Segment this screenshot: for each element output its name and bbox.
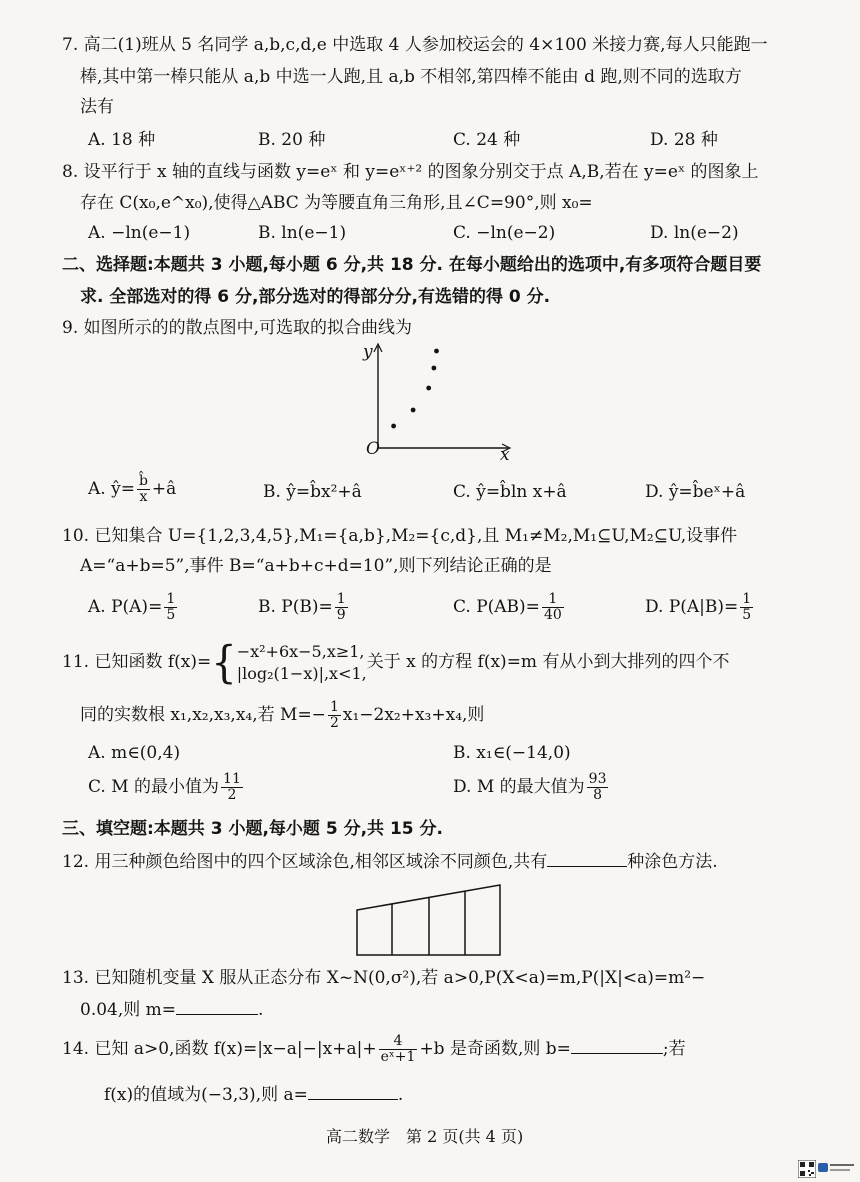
q9-option-a [88, 474, 176, 505]
page-footer: 高二数学 第 2 页(共 4 页) [326, 1127, 524, 1146]
q12-answer-blank[interactable] [547, 848, 627, 867]
q10-line2: A=“a+b=5”,事件 B=“a+b+c+d=10”,则下列结论正确的是 [80, 556, 552, 576]
q10-option-a-num: 1 [166, 591, 176, 607]
q10-option-b [258, 592, 350, 623]
qr-code-icon [798, 1160, 816, 1178]
q14-den: eˣ+1 [380, 1049, 416, 1065]
q13-line1: 13. 已知随机变量 X 服从正态分布 X~N(0,σ²),若 a>0,P(X<a)=m,P(|X|<a)=m²− [62, 968, 706, 988]
q11-option-c-den: 2 [227, 787, 237, 803]
q7-line1: 7. 高二(1)班从 5 名同学 a,b,c,d,e 中选取 4 人参加校运会的 4×100 米接力赛,每人只能跑一 [62, 35, 768, 55]
section2-heading-line1: 二、选择题:本题共 3 小题,每小题 6 分,共 18 分. 在每小题给出的选项中,有多项符合题目要 [62, 255, 762, 275]
q11-case2: |log₂(1−x)|,x<1, [236, 663, 367, 683]
q13-line2-prefix: 0.04,则 m= [80, 1000, 177, 1020]
q14-prefix: 14. 已知 a>0,函数 f(x)=|x−a|−|x+a|+ [62, 1039, 377, 1059]
q10-option-c-prefix: C. P(AB)= [453, 597, 540, 617]
q9-origin-label: O [366, 439, 380, 459]
q11-option-a: A. m∈(0,4) [88, 743, 181, 763]
q10-option-b-fraction [335, 592, 348, 623]
q12-region-figure [355, 880, 525, 960]
q14-mid: +b 是奇函数,则 b= [419, 1039, 571, 1059]
q11-line2-prefix: 同的实数根 x₁,x₂,x₃,x₄,若 M=− [80, 705, 326, 725]
q9-stem: 9. 如图所示的的散点图中,可选取的拟合曲线为 [62, 318, 413, 338]
q9-option-a-suffix: +â [151, 479, 177, 499]
q8-option-b: B. ln(e−1) [258, 223, 347, 243]
q8-line1: 8. 设平行于 x 轴的直线与函数 y=eˣ 和 y=eˣ⁺² 的图象分别交于点 A,B,若在 y=eˣ 的图象上 [62, 162, 759, 182]
q9-option-d: D. ŷ=b̂eˣ+â [645, 482, 746, 502]
q10-option-b-prefix: B. P(B)= [258, 597, 333, 617]
q9-option-b: B. ŷ=b̂x²+â [263, 482, 362, 502]
q7-option-a: A. 18 种 [88, 130, 156, 150]
q11-option-c-num: 11 [223, 771, 241, 787]
q11-cases [237, 641, 367, 685]
q11-option-b: B. x₁∈(−14,0) [453, 743, 571, 763]
q8-option-c: C. −ln(e−2) [453, 223, 556, 243]
q11-option-d-den: 8 [593, 787, 603, 803]
q14-after-blank: ;若 [662, 1039, 686, 1059]
q10-line1: 10. 已知集合 U={1,2,3,4,5},M₁={a,b},M₂={c,d},且 M₁≠M₂,M₁⊆U,M₂⊆U,设事件 [62, 526, 738, 546]
q10-option-d-fraction [740, 592, 753, 623]
q9-scatter-point [426, 386, 431, 391]
q11-option-c-fraction [221, 772, 243, 803]
q10-option-c-num: 1 [542, 592, 564, 608]
q11-line2 [80, 700, 484, 731]
q11-option-d-fraction [587, 772, 609, 803]
section3-heading: 三、填空题:本题共 3 小题,每小题 5 分,共 15 分. [62, 819, 443, 839]
q13-answer-blank[interactable] [176, 996, 258, 1015]
q10-option-b-den: 9 [336, 607, 346, 623]
q12-prefix: 12. 用三种颜色给图中的四个区域涂色,相邻区域涂不同颜色,共有 [62, 852, 548, 872]
q7-option-b: B. 20 种 [258, 130, 326, 150]
q9-option-a-num: b̂ [138, 473, 148, 489]
q11-line2-num: 1 [329, 699, 339, 715]
q12-suffix: 种涂色方法. [627, 852, 718, 872]
q11-brace: { [211, 637, 237, 688]
q7-option-d: D. 28 种 [650, 130, 718, 150]
q9-y-label: y [363, 342, 373, 362]
q9-option-a-fraction [137, 474, 150, 505]
q7-option-c: C. 24 种 [453, 130, 521, 150]
q9-scatter-point [432, 366, 437, 371]
q11-suffix: 关于 x 的方程 f(x)=m 有从小到大排列的四个不 [366, 652, 730, 672]
q8-line2: 存在 C(x₀,e^x₀),使得△ABC 为等腰直角三角形,且∠C=90°,则 x₀= [80, 193, 593, 213]
q9-option-a-den: x [139, 489, 148, 505]
q9-scatter-point [411, 408, 416, 413]
q11-option-c-prefix: C. M 的最小值为 [88, 777, 220, 797]
q11-line2-den: 2 [329, 715, 339, 731]
q14-answer-blank-b[interactable] [571, 1035, 663, 1054]
q10-option-d-den: 5 [742, 607, 752, 623]
q11-option-c [88, 772, 245, 803]
q11-option-d-num: 93 [588, 771, 607, 787]
q7-line2: 棒,其中第一棒只能从 a,b 中选一人跑,且 a,b 不相邻,第四棒不能由 d 跑,则不同的选取方 [80, 67, 742, 87]
q10-option-d-prefix: D. P(A|B)= [645, 597, 739, 617]
q14-fraction [379, 1034, 418, 1065]
q9-scatter-point [434, 349, 439, 354]
q10-option-b-num: 1 [336, 591, 346, 607]
q10-option-a-den: 5 [166, 607, 176, 623]
q10-option-c [453, 592, 566, 623]
q8-option-d: D. ln(e−2) [650, 223, 739, 243]
q12-line [62, 848, 718, 874]
q10-option-d-num: 1 [742, 591, 752, 607]
q11-line2-suffix: x₁−2x₂+x₃+x₄,则 [342, 705, 485, 725]
q10-option-a [88, 592, 179, 623]
q14-line2 [104, 1081, 403, 1107]
q11-prefix: 11. 已知函数 f(x)= [62, 652, 212, 672]
q10-option-d [645, 592, 755, 623]
q7-line3: 法有 [80, 97, 114, 117]
q14-line1 [62, 1034, 686, 1065]
q11-line1 [62, 637, 730, 688]
q9-option-a-prefix: A. ŷ= [88, 479, 135, 499]
q8-option-a: A. −ln(e−1) [88, 223, 191, 243]
q14-num: 4 [379, 1034, 418, 1050]
q13-line2 [80, 996, 263, 1022]
logo-icon [818, 1161, 856, 1175]
q9-x-label: x [500, 445, 510, 465]
q10-option-a-fraction [164, 592, 177, 623]
q14-answer-blank-a[interactable] [308, 1081, 398, 1100]
section2-heading-line2: 求. 全部选对的得 6 分,部分选对的得部分分,有选错的得 0 分. [80, 287, 551, 307]
q11-line2-fraction [328, 700, 341, 731]
q11-option-d [453, 772, 610, 803]
q10-option-c-den: 40 [543, 607, 562, 623]
q11-case1: −x²+6x−5,x≥1, [236, 641, 365, 661]
q9-scatter-point [391, 424, 396, 429]
q9-points-group [391, 349, 439, 429]
q10-option-c-fraction [542, 592, 564, 623]
q13-line2-suffix: . [258, 1000, 264, 1020]
q11-option-d-prefix: D. M 的最大值为 [453, 777, 585, 797]
q14-line2-prefix: f(x)的值域为(−3,3),则 a= [104, 1085, 308, 1105]
q9-option-c: C. ŷ=b̂ln x+â [453, 482, 567, 502]
q10-option-a-prefix: A. P(A)= [88, 597, 163, 617]
q14-line2-suffix: . [397, 1085, 404, 1105]
